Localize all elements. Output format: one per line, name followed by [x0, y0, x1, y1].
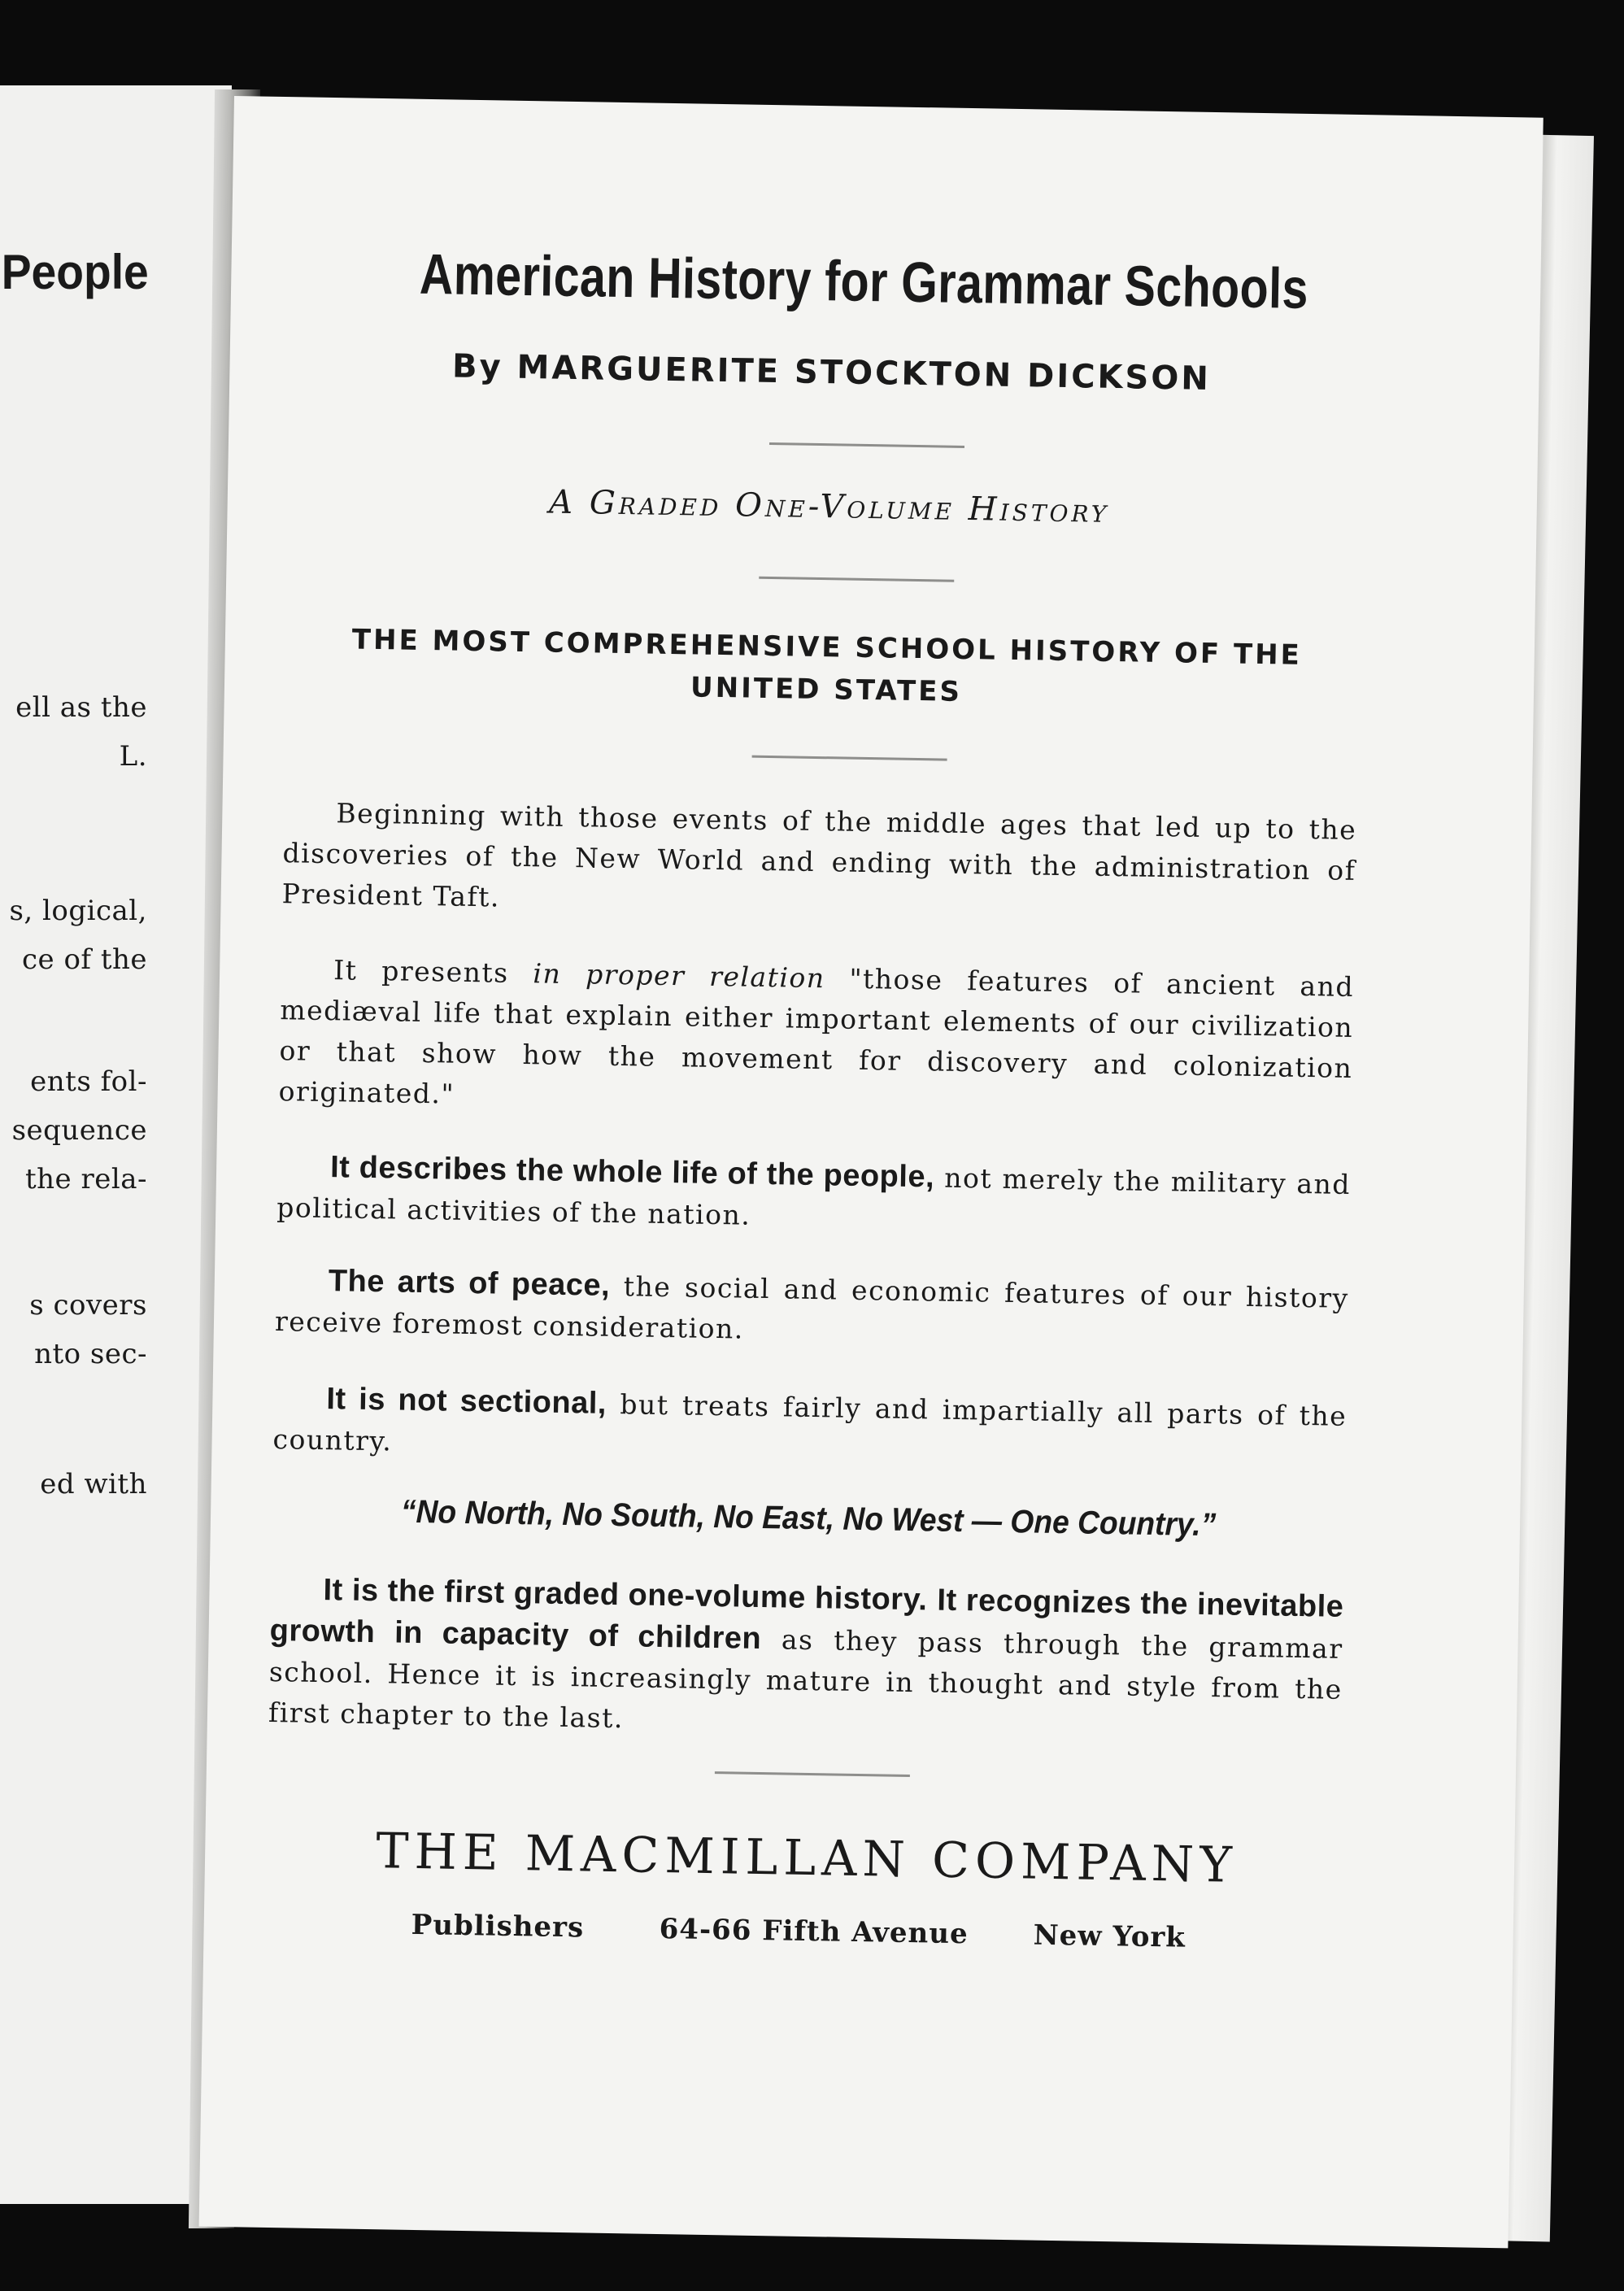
paragraph-whole-life: [276, 1146, 1351, 1246]
author-byline: By MARGUERITE STOCKTON DICKSON: [451, 347, 1212, 398]
previous-page-heading: People: [2, 245, 149, 299]
previous-page-text: the rela-: [25, 1163, 147, 1196]
imprint-role: Publishers: [411, 1908, 585, 1945]
previous-page-text: sequence: [11, 1114, 147, 1147]
publisher-name: THE MACMILLAN COMPANY: [375, 1823, 1239, 1894]
previous-page-text: ell as the: [15, 691, 147, 724]
paragraph-scope: [281, 792, 1356, 932]
previous-page-text: nto sec-: [34, 1338, 147, 1370]
imprint-city: New York: [1033, 1919, 1186, 1954]
paragraph-text: but treats fairly and impartially all parts of the country.: [272, 1387, 1348, 1457]
divider: [715, 1771, 910, 1777]
paragraph-text: Beginning with those events of the middle ages that led up to the discoveries of the New World and ending with the administration of President Taft.: [281, 797, 1357, 913]
paragraph-text: the social and economic features of our history receive foremost consideration.: [274, 1270, 1349, 1345]
previous-page-text: s, logical,: [9, 895, 147, 927]
paragraph-not-sectional: [272, 1378, 1347, 1478]
paragraph-text: It presents: [333, 954, 533, 990]
emphasis-text: in proper relation: [533, 957, 825, 995]
subtitle: A Graded One-Volume History: [548, 483, 1110, 530]
paragraph-lead: It is not sectional,: [326, 1382, 607, 1421]
paragraph-lead: It describes the whole life of the people,: [329, 1150, 935, 1195]
divider: [769, 442, 964, 448]
advertisement-page: [199, 96, 1543, 2248]
imprint-address: 64-66 Fifth Avenue: [659, 1912, 969, 1951]
paragraph-relation: [278, 949, 1354, 1130]
paragraph-text: "those features of ancient and mediæval life that explain either important elements of our civilization or that show how the movement for discovery and colonization originated.": [278, 962, 1355, 1110]
paragraph-lead: It recognizes the inevitable growth in capacity of children: [269, 1583, 1344, 1657]
paragraph-text: as they pass through the grammar school. Hence it is increasingly mature in thought and style from the first chapter to the last.: [268, 1623, 1343, 1735]
divider: [752, 756, 947, 761]
previous-page-text: ed with: [40, 1468, 147, 1500]
page-title: American History for Grammar Schools: [419, 242, 1309, 320]
previous-page-text: s covers: [29, 1289, 147, 1322]
paragraph-lead: The arts of peace,: [328, 1264, 611, 1303]
divider: [759, 577, 954, 582]
paragraph-graded: [268, 1569, 1344, 1751]
paragraph-text: not merely the military and political activities of the nation.: [276, 1161, 1352, 1231]
motto-quote: “No North, No South, No East, No West — One Country.”: [400, 1493, 1217, 1544]
previous-page-text: ce of the: [21, 943, 147, 976]
headline: THE MOST COMPREHENSIVE SCHOOL HISTORY OF THE UNITED STATES: [351, 623, 1303, 708]
previous-page-text: L.: [119, 740, 147, 773]
paragraph-lead: It is the first graded one-volume history.: [323, 1573, 928, 1618]
previous-page-text: ents fol-: [30, 1065, 147, 1098]
paragraph-arts-of-peace: [275, 1260, 1349, 1360]
